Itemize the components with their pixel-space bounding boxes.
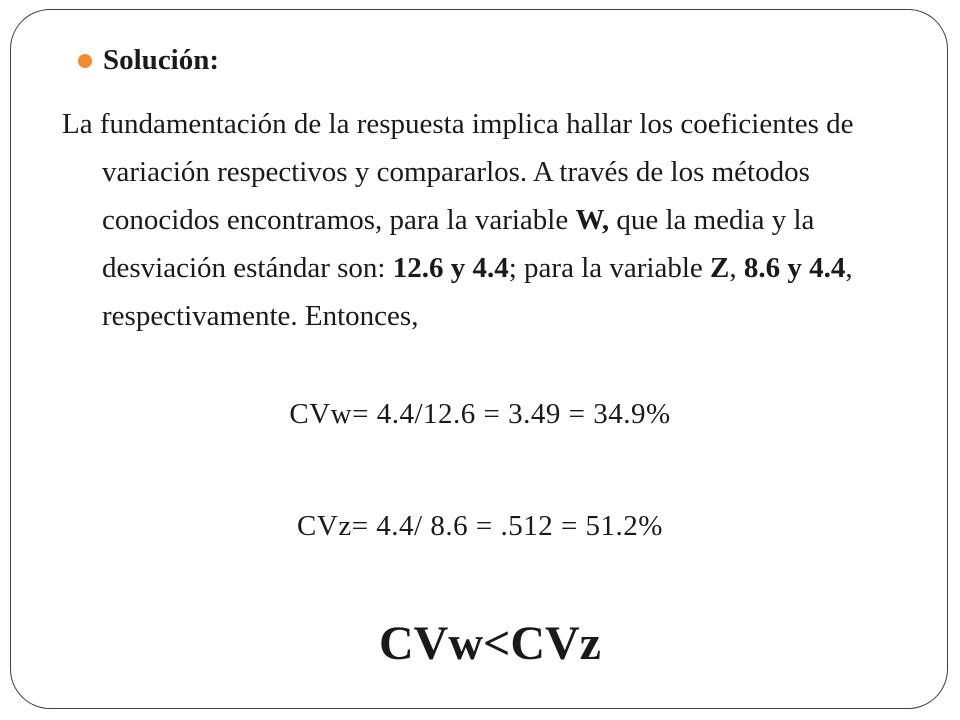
values-z: 8.6 y 4.4	[743, 252, 846, 284]
slide-heading	[78, 44, 219, 77]
heading-text: Solución:	[103, 44, 220, 76]
para-text-5: , respectivamente. Entonces,	[102, 252, 853, 332]
para-text-3: ; para la variable	[508, 252, 711, 284]
solution-paragraph	[62, 100, 902, 340]
variable-w: W,	[575, 204, 610, 236]
bullet-icon	[78, 54, 92, 68]
values-w: 12.6 y 4.4	[392, 252, 509, 284]
formula-cvw: CVw= 4.4/12.6 = 3.49 = 34.9%	[289, 398, 671, 430]
variable-z: Z	[710, 252, 730, 284]
para-text-2: que la media y la desviación estándar son:	[102, 204, 815, 284]
conclusion: CVw<CVz	[379, 617, 601, 670]
formula-cvz: CVz= 4.4/ 8.6 = .512 = 51.2%	[297, 510, 663, 542]
para-text-4: ,	[729, 252, 744, 284]
para-text-1: La fundamentación de la respuesta implica hallar los coeficientes de variación respectivos y compararlos. A través de los métodos conocidos encontramos, para la variable	[62, 108, 854, 236]
